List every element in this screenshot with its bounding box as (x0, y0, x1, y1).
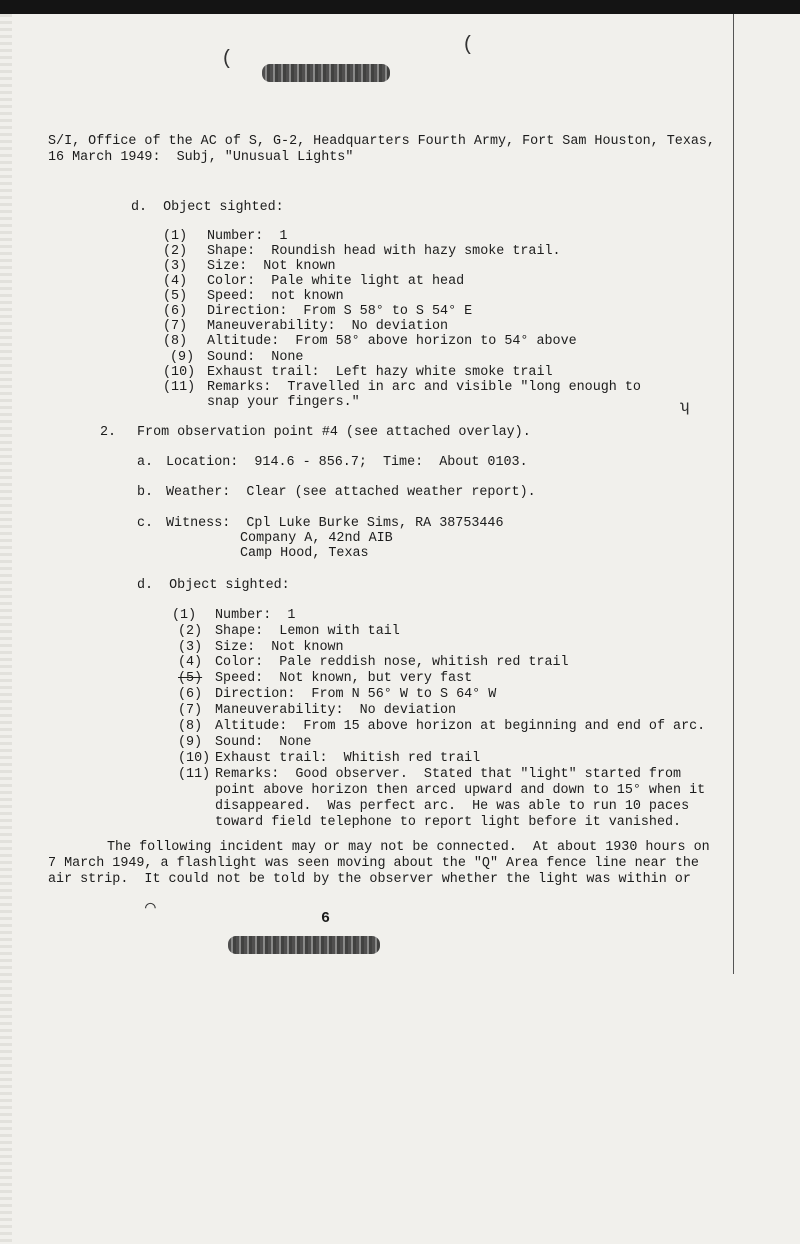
redacted-classification-bottom (228, 936, 380, 954)
d2-remarks-cont-1: point above horizon then arced upward and down to 15° when it (215, 783, 706, 798)
d2-text-11: Remarks: Good observer. Stated that "light" started from (215, 767, 682, 782)
d2-num-5: (5) (178, 671, 203, 686)
item-a-label: a. (137, 455, 154, 470)
d1-text-10: Exhaust trail: Left hazy white smoke trail (207, 365, 553, 380)
d2-num-10: (10) (178, 751, 211, 766)
d2-text-5: Speed: Not known, but very fast (215, 671, 473, 686)
d2-num-7: (7) (178, 703, 203, 718)
d2-text-2: Shape: Lemon with tail (215, 624, 400, 639)
d2-text-8: Altitude: From 15 above horizon at beginning and end of arc. (215, 719, 706, 734)
d2-remarks-cont-3: toward field telephone to report light before it vanished. (215, 815, 682, 830)
d1-num-1: (1) (163, 229, 188, 244)
d2-text-1: Number: 1 (215, 608, 296, 623)
d1-text-1: Number: 1 (207, 229, 288, 244)
d2-remarks-cont-2: disappeared. Was perfect arc. He was able to run 10 paces (215, 799, 690, 814)
d2-num-4: (4) (178, 655, 203, 670)
scan-right-line (733, 14, 734, 974)
stray-mark: ⌒ (145, 898, 156, 918)
item-c-line-2: Company A, 42nd AIB (240, 531, 393, 546)
d2-text-4: Color: Pale reddish nose, whitish red trail (215, 655, 569, 670)
d1-num-10: (10) (163, 365, 196, 380)
closing-line-1: The following incident may or may not be connected. At about 1930 hours on (107, 840, 710, 855)
d2-num-2: (2) (178, 624, 203, 639)
header-line-1: S/I, Office of the AC of S, G-2, Headquarters Fourth Army, Fort Sam Houston, Texas, (48, 134, 715, 149)
margin-check-mark: ʮ (680, 398, 690, 416)
d2-text-6: Direction: From N 56° W to S 64° W (215, 687, 497, 702)
d1-remarks-cont: snap your fingers." (207, 395, 360, 410)
d1-text-11: Remarks: Travelled in arc and visible "long enough to (207, 380, 641, 395)
closing-line-3: air strip. It could not be told by the observer whether the light was within or (48, 872, 691, 887)
d2-num-9: (9) (178, 735, 203, 750)
d1-num-4: (4) (163, 274, 188, 289)
scan-top-border (0, 0, 800, 14)
d2-num-8: (8) (178, 719, 203, 734)
d1-num-9: (9) (170, 350, 195, 365)
item-b-label: b. (137, 485, 154, 500)
d2-num-6: (6) (178, 687, 203, 702)
handwritten-mark-left: ( (221, 48, 234, 71)
d1-num-5: (5) (163, 289, 188, 304)
section-2-num: 2. (100, 425, 117, 440)
item-c-line-3: Camp Hood, Texas (240, 546, 369, 561)
section-d1-heading: d. Object sighted: (131, 200, 284, 215)
d1-num-11: (11) (163, 380, 196, 395)
d1-text-9: Sound: None (207, 350, 304, 365)
d2-text-7: Maneuverability: No deviation (215, 703, 457, 718)
d1-num-2: (2) (163, 244, 188, 259)
header-line-2: 16 March 1949: Subj, "Unusual Lights" (48, 150, 354, 165)
d2-text-3: Size: Not known (215, 640, 344, 655)
page-number: 6 (321, 910, 331, 927)
scan-left-edge (0, 14, 12, 1244)
item-c-text: Witness: Cpl Luke Burke Sims, RA 38753446 (166, 516, 504, 531)
d1-text-4: Color: Pale white light at head (207, 274, 465, 289)
d1-num-6: (6) (163, 304, 188, 319)
d2-num-11: (11) (178, 767, 211, 782)
handwritten-mark-right: ( (462, 34, 475, 57)
d1-text-7: Maneuverability: No deviation (207, 319, 449, 334)
redacted-classification-top (262, 64, 390, 82)
item-a-text: Location: 914.6 - 856.7; Time: About 0103. (166, 455, 528, 470)
section-d2-heading: d. Object sighted: (137, 578, 290, 593)
d1-num-3: (3) (163, 259, 188, 274)
section-2-text: From observation point #4 (see attached overlay). (137, 425, 531, 440)
d1-num-8: (8) (163, 334, 188, 349)
d1-text-8: Altitude: From 58° above horizon to 54° above (207, 334, 577, 349)
closing-line-2: 7 March 1949, a flashlight was seen moving about the "Q" Area fence line near the (48, 856, 699, 871)
d1-text-6: Direction: From S 58° to S 54° E (207, 304, 473, 319)
d1-num-7: (7) (163, 319, 188, 334)
d2-text-10: Exhaust trail: Whitish red trail (215, 751, 481, 766)
d2-text-9: Sound: None (215, 735, 312, 750)
d2-num-1: (1) (172, 608, 197, 623)
item-c-label: c. (137, 516, 154, 531)
item-b-text: Weather: Clear (see attached weather report). (166, 485, 536, 500)
d1-text-2: Shape: Roundish head with hazy smoke trail. (207, 244, 561, 259)
d2-num-3: (3) (178, 640, 203, 655)
d1-text-5: Speed: not known (207, 289, 344, 304)
d1-text-3: Size: Not known (207, 259, 336, 274)
